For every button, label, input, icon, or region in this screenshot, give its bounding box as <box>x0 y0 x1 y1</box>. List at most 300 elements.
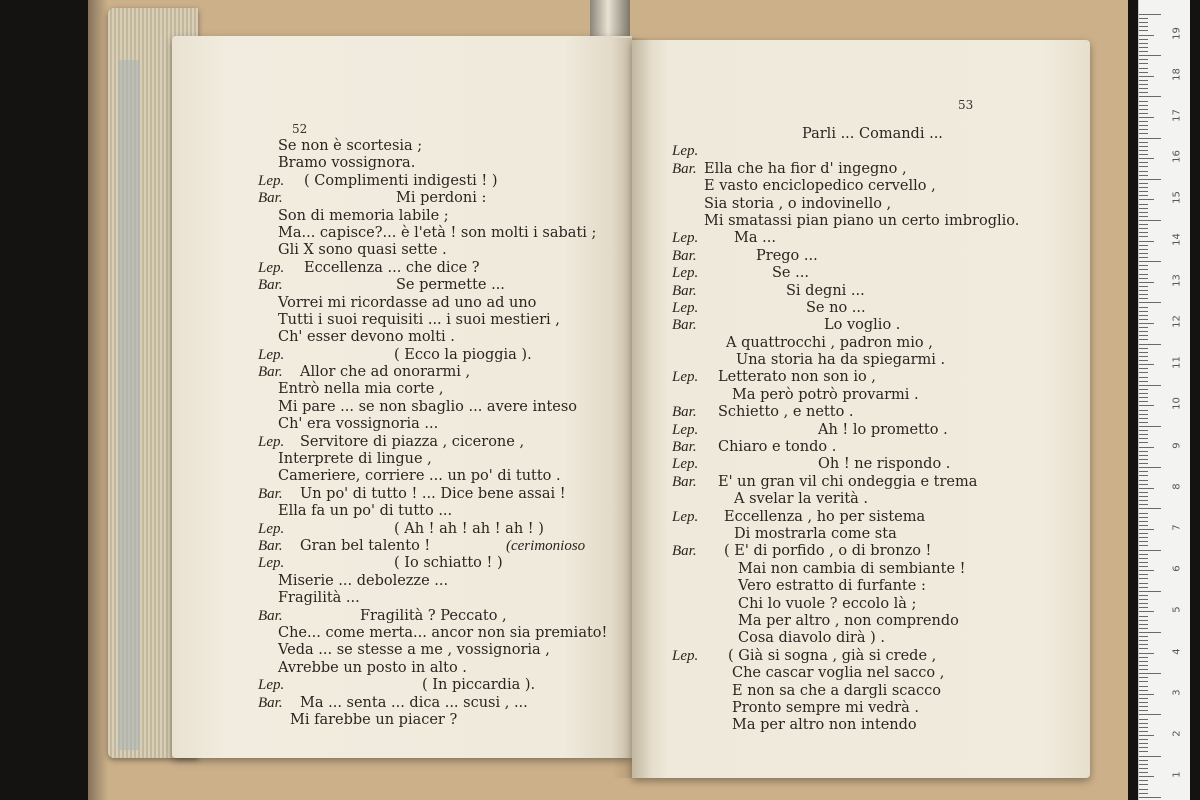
speaker-label: Bar. <box>258 277 283 294</box>
ruler-tick <box>1139 133 1148 134</box>
ruler-tick <box>1139 591 1161 592</box>
ruler-number: 9 <box>1171 441 1183 449</box>
ruler-tick <box>1139 525 1148 526</box>
speaker-label: Lep. <box>672 508 699 525</box>
ruler-tick <box>1139 517 1148 518</box>
speaker-label: Bar. <box>672 404 697 421</box>
ruler-tick <box>1139 30 1148 31</box>
book-gutter <box>612 38 652 778</box>
speaker-label: Lep. <box>672 299 699 316</box>
ruler-tick <box>1139 261 1161 262</box>
ruler-tick <box>1139 187 1148 188</box>
ruler-tick <box>1139 780 1148 781</box>
ruler-tick <box>1139 80 1148 81</box>
ruler-tick <box>1139 475 1148 476</box>
speaker-label: Lep. <box>258 259 285 276</box>
ruler-tick <box>1139 269 1148 270</box>
speaker-label: Bar. <box>672 543 697 560</box>
ruler-tick <box>1139 307 1148 308</box>
ruler-tick <box>1139 751 1148 752</box>
backdrop-shadow <box>88 0 108 800</box>
verse-text: ( E' di porfido , o di bronzo ! <box>724 543 932 560</box>
ruler-tick <box>1139 282 1154 283</box>
ruler-number: 15 <box>1171 191 1183 205</box>
ruler-tick <box>1139 467 1161 468</box>
ruler-tick <box>1139 175 1148 176</box>
text-line <box>632 404 1090 421</box>
ruler-tick <box>1139 26 1148 27</box>
ruler-tick <box>1139 587 1148 588</box>
ruler-tick <box>1139 121 1148 122</box>
ruler-number: 18 <box>1171 67 1183 81</box>
ruler-tick <box>1139 508 1161 509</box>
ruler-tick <box>1139 253 1148 254</box>
ruler-tick <box>1139 727 1148 728</box>
ruler-number: 8 <box>1171 483 1183 490</box>
ruler-tick <box>1139 496 1148 497</box>
ruler-tick <box>1139 18 1148 19</box>
ruler-tick <box>1139 323 1154 324</box>
verse-text: Ah ! lo prometto . <box>818 421 948 438</box>
ruler-tick <box>1139 595 1148 596</box>
ruler-tick <box>1139 731 1148 732</box>
text-line <box>632 578 1090 595</box>
ruler-tick <box>1139 220 1161 221</box>
text-line <box>172 416 632 433</box>
ruler-tick <box>1139 698 1148 699</box>
text-line <box>632 317 1090 334</box>
ruler-tick <box>1139 278 1148 279</box>
ruler-tick <box>1139 142 1148 143</box>
text-line <box>632 369 1090 386</box>
text-line <box>632 561 1090 578</box>
ruler-tick <box>1139 665 1148 666</box>
ruler-tick <box>1139 504 1148 505</box>
ruler-tick <box>1139 76 1154 77</box>
ruler-tick <box>1139 397 1148 398</box>
ruler-tick <box>1139 529 1154 530</box>
ruler-tick <box>1139 521 1148 522</box>
verse-text: Letterato non son io , <box>718 369 876 386</box>
verse-text: Eccellenza , ho per sistema <box>724 508 926 525</box>
ruler-tick <box>1139 319 1148 320</box>
ruler-tick <box>1139 385 1161 386</box>
text-line <box>632 387 1090 404</box>
verse-text: Cosa diavolo dirà ) . <box>738 630 885 647</box>
ruler-tick <box>1139 290 1148 291</box>
ruler-tick <box>1139 105 1148 106</box>
speaker-label: Lep. <box>672 230 699 247</box>
ruler-tick <box>1139 166 1148 167</box>
verse-text: Parli ... Comandi ... <box>802 126 943 142</box>
ruler-number: 3 <box>1171 689 1183 696</box>
ruler-number: 11 <box>1171 356 1183 370</box>
verse-text: Mi perdoni : <box>396 190 487 207</box>
ruler-number: 7 <box>1171 524 1183 531</box>
text-line <box>172 608 632 625</box>
speaker-label: Lep. <box>672 647 699 664</box>
ruler-tick <box>1139 784 1148 785</box>
verse-text: Ch' esser devono molti . <box>278 329 455 346</box>
text-line <box>632 648 1090 665</box>
verse-text: ( Complimenti indigesti ! ) <box>304 172 498 189</box>
ruler-tick <box>1139 158 1154 159</box>
ruler-tick <box>1139 768 1148 769</box>
ruler-tick <box>1139 212 1148 213</box>
text-line <box>172 242 632 259</box>
ruler-tick <box>1139 611 1154 612</box>
ruler-tick <box>1139 146 1148 147</box>
ruler-tick <box>1139 739 1148 740</box>
text-line <box>172 260 632 277</box>
ruler-tick <box>1139 55 1161 56</box>
verse-text: Miserie ... debolezze ... <box>278 572 449 589</box>
verse-text: Mi smatassi pian piano un certo imbroglio. <box>704 212 1020 229</box>
measuring-ruler <box>1138 0 1190 800</box>
ruler-tick <box>1139 84 1148 85</box>
ruler-tick <box>1139 43 1148 44</box>
ruler-tick <box>1139 286 1148 287</box>
ruler-number: 14 <box>1171 232 1183 246</box>
text-line <box>632 300 1090 317</box>
text-line <box>172 190 632 207</box>
ruler-tick <box>1139 669 1148 670</box>
verse-text: ( Ah ! ah ! ah ! ah ! ) <box>394 520 544 537</box>
ruler-tick <box>1139 661 1148 662</box>
text-line <box>172 677 632 694</box>
ruler-tick <box>1139 537 1148 538</box>
text-line <box>632 543 1090 560</box>
verse-text: Un po' di tutto ! ... Dice bene assai ! <box>300 485 566 502</box>
ruler-tick <box>1139 550 1161 551</box>
ruler-tick <box>1139 640 1148 641</box>
ruler-tick <box>1139 245 1148 246</box>
verse-text: Veda ... se stesse a me , vossignoria , <box>278 642 550 659</box>
speaker-label: Bar. <box>672 439 697 456</box>
text-line <box>172 625 632 642</box>
verse-text: Cameriere, corriere ... un po' di tutto . <box>278 468 561 485</box>
ruler-tick <box>1139 422 1148 423</box>
ruler-tick <box>1139 294 1148 295</box>
text-line <box>172 538 632 555</box>
ruler-tick <box>1139 171 1148 172</box>
verse-text: Ma per altro , non comprendo <box>738 612 959 629</box>
speaker-label: Bar. <box>258 607 283 624</box>
ruler-number: 12 <box>1171 315 1183 328</box>
ruler-tick <box>1139 554 1148 555</box>
verse-text: Che cascar voglia nel sacco , <box>732 665 945 682</box>
ruler-tick <box>1139 772 1148 773</box>
ruler-tick <box>1139 125 1148 126</box>
ruler-tick <box>1139 574 1148 575</box>
text-line <box>172 486 632 503</box>
speaker-label: Lep. <box>672 143 699 160</box>
speaker-label: Bar. <box>258 694 283 711</box>
text-line <box>632 456 1090 473</box>
ruler-tick <box>1139 760 1148 761</box>
ruler-tick <box>1139 743 1148 744</box>
ruler-tick <box>1139 356 1148 357</box>
ruler-number: 16 <box>1171 150 1183 164</box>
ruler-tick <box>1139 68 1148 69</box>
ruler-tick <box>1139 393 1148 394</box>
text-line <box>632 422 1090 439</box>
ruler-tick <box>1139 710 1148 711</box>
ruler-tick <box>1139 216 1148 217</box>
ruler-tick <box>1139 418 1148 419</box>
verse-text: Se no ... <box>806 299 866 316</box>
verse-text: Vero estratto di furfante : <box>738 578 926 595</box>
text-line <box>632 178 1090 195</box>
ruler-number: 5 <box>1171 606 1183 614</box>
ruler-tick <box>1139 492 1148 493</box>
ruler-tick <box>1139 764 1148 765</box>
ruler-tick <box>1139 199 1154 200</box>
ruler-tick <box>1139 339 1148 340</box>
text-line <box>172 381 632 398</box>
right-page-number: 53 <box>958 98 974 112</box>
ruler-tick <box>1139 566 1148 567</box>
ruler-tick <box>1139 51 1148 52</box>
verse-text: ( Già si sogna , già si crede , <box>728 647 937 664</box>
verse-text: Mi pare ... se non sbaglio ... avere inteso <box>278 398 578 415</box>
verse-text: Fragilità ... <box>278 590 360 607</box>
ruler-tick <box>1139 335 1148 336</box>
ruler-tick <box>1139 480 1148 481</box>
ruler-tick <box>1139 558 1148 559</box>
verse-text: Che... come merta... ancor non sia premiato! <box>278 624 608 641</box>
verse-text: Ma ... senta ... dica ... scusi , ... <box>300 694 528 711</box>
text-line <box>632 630 1090 647</box>
ruler-tick <box>1139 372 1148 373</box>
ruler-tick <box>1139 616 1148 617</box>
ruler-number: 4 <box>1171 647 1183 655</box>
speaker-label: Bar. <box>672 247 697 264</box>
ruler-tick <box>1139 653 1154 654</box>
speaker-label: Lep. <box>258 346 285 363</box>
speaker-label: Lep. <box>672 456 699 473</box>
text-line <box>632 265 1090 282</box>
text-line <box>632 509 1090 526</box>
ruler-tick <box>1139 545 1148 546</box>
verse-text: Interprete di lingue , <box>278 451 432 468</box>
verse-text: Vorrei mi ricordasse ad uno ad uno <box>278 294 537 311</box>
text-line <box>172 399 632 416</box>
verse-text: Ma però potrò provarmi . <box>732 386 919 403</box>
verse-text: Eccellenza ... che dice ? <box>304 259 480 276</box>
verse-text: E non sa che a dargli scacco <box>732 682 942 699</box>
ruler-tick <box>1139 562 1148 563</box>
speaker-label: Bar. <box>258 190 283 207</box>
text-line <box>172 521 632 538</box>
text-line <box>632 613 1090 630</box>
ruler-tick <box>1139 183 1148 184</box>
ruler-tick <box>1139 578 1148 579</box>
text-line <box>172 208 632 225</box>
ruler-tick <box>1139 632 1161 633</box>
ruler-tick <box>1139 257 1148 258</box>
text-line <box>632 491 1090 508</box>
verse-text: Gli X sono quasi sette . <box>278 242 447 259</box>
speaker-label: Lep. <box>258 520 285 537</box>
text-line <box>632 717 1090 734</box>
text-line <box>172 590 632 607</box>
text-line <box>172 277 632 294</box>
ruler-tick <box>1139 360 1148 361</box>
ruler-tick <box>1139 434 1148 435</box>
text-line <box>172 329 632 346</box>
speaker-label: Bar. <box>672 160 697 177</box>
ruler-tick <box>1139 35 1154 36</box>
ruler-number: 6 <box>1171 565 1183 572</box>
text-line <box>632 665 1090 682</box>
speaker-label: Bar. <box>258 537 283 554</box>
ruler-tick <box>1139 113 1148 114</box>
ruler-tick <box>1139 265 1148 266</box>
verse-text: Ma per altro non intendo <box>732 717 917 734</box>
ruler-tick <box>1139 500 1148 501</box>
ruler-tick <box>1139 327 1148 328</box>
ruler-tick <box>1139 747 1148 748</box>
ruler-tick <box>1139 22 1148 23</box>
ruler-tick <box>1139 735 1154 736</box>
verse-text: Lo voglio . <box>824 317 901 334</box>
right-page-text <box>632 126 1090 735</box>
ruler-tick <box>1139 129 1148 130</box>
verse-text: E vasto enciclopedico cervello , <box>704 178 936 195</box>
verse-text: Una storia ha da spiegarmi . <box>736 352 946 369</box>
text-line <box>172 138 632 155</box>
ruler-tick <box>1139 706 1148 707</box>
verse-text: Pronto sempre mi vedrà . <box>732 699 919 716</box>
ruler-tick <box>1139 59 1148 60</box>
verse-text: Gran bel talento ! <box>300 537 431 554</box>
speaker-label: Bar. <box>672 317 697 334</box>
ruler-tick <box>1139 430 1148 431</box>
text-line <box>172 173 632 190</box>
ruler-tick <box>1139 274 1148 275</box>
text-line <box>172 573 632 590</box>
ruler-tick <box>1139 451 1148 452</box>
text-line <box>172 155 632 172</box>
text-line <box>632 283 1090 300</box>
verse-text: Ch' era vossignoria ... <box>278 416 439 433</box>
verse-text: Sia storia , o indovinello , <box>704 195 892 212</box>
ruler-tick <box>1139 368 1148 369</box>
text-line <box>172 312 632 329</box>
ruler-tick <box>1139 673 1161 674</box>
ruler-tick <box>1139 315 1148 316</box>
ruler-tick <box>1139 541 1148 542</box>
ruler-tick <box>1139 447 1154 448</box>
verse-text: Allor che ad onorarmi , <box>300 364 471 381</box>
ruler-tick <box>1139 793 1148 794</box>
text-line <box>632 248 1090 265</box>
ruler-tick <box>1139 776 1154 777</box>
ruler-tick <box>1139 484 1148 485</box>
text-line <box>172 295 632 312</box>
ruler-tick <box>1139 681 1148 682</box>
ruler-tick <box>1139 241 1154 242</box>
speaker-label: Lep. <box>672 265 699 282</box>
ruler-tick <box>1139 603 1148 604</box>
ruler-tick <box>1139 694 1154 695</box>
verse-text: Chiaro e tondo . <box>718 439 837 456</box>
text-line <box>632 335 1090 352</box>
text-line <box>172 660 632 677</box>
ruler-tick <box>1139 72 1148 73</box>
speaker-label: Lep. <box>672 369 699 386</box>
text-line <box>172 434 632 451</box>
ruler-tick <box>1139 636 1148 637</box>
ruler-tick <box>1139 344 1161 345</box>
ruler-tick <box>1139 249 1148 250</box>
ruler-tick <box>1139 191 1148 192</box>
text-line <box>632 526 1090 543</box>
text-line <box>632 196 1090 213</box>
ruler-tick <box>1139 47 1148 48</box>
ruler-tick <box>1139 204 1148 205</box>
speaker-label: Lep. <box>672 421 699 438</box>
verse-text: E' un gran vil chi ondeggia e trema <box>718 473 978 490</box>
verse-text: Oh ! ne rispondo . <box>818 456 951 473</box>
ruler-tick <box>1139 570 1154 571</box>
ruler-tick <box>1139 331 1148 332</box>
ruler-tick <box>1139 599 1148 600</box>
ruler-tick <box>1139 92 1148 93</box>
ruler-tick <box>1139 179 1161 180</box>
left-page-text <box>172 138 632 729</box>
ruler-tick <box>1139 88 1148 89</box>
text-line <box>632 213 1090 230</box>
ruler-number: 10 <box>1171 397 1183 411</box>
ruler-tick <box>1139 414 1148 415</box>
ruler-tick <box>1139 298 1148 299</box>
ruler-tick <box>1139 228 1148 229</box>
ruler-tick <box>1139 702 1148 703</box>
text-line <box>172 642 632 659</box>
text-line <box>632 596 1090 613</box>
speaker-label: Lep. <box>258 555 285 572</box>
text-line <box>172 712 632 729</box>
verse-text: ( Io schiatto ! ) <box>394 555 503 572</box>
ruler-tick <box>1139 364 1154 365</box>
ruler-tick <box>1139 620 1148 621</box>
right-page <box>632 40 1090 778</box>
ruler-tick <box>1139 513 1148 514</box>
ruler-number: 1 <box>1171 771 1183 778</box>
speaker-label: Lep. <box>258 172 285 189</box>
ruler-tick <box>1139 401 1148 402</box>
ruler-tick <box>1139 426 1161 427</box>
text-line <box>172 364 632 381</box>
ruler-tick <box>1139 117 1154 118</box>
ruler-tick <box>1139 463 1148 464</box>
ruler-tick <box>1139 756 1161 757</box>
verse-text: Son di memoria labile ; <box>278 207 449 224</box>
stage-direction: (cerimonioso <box>506 537 586 554</box>
ruler-tick <box>1139 377 1148 378</box>
speaker-label: Lep. <box>258 677 285 694</box>
verse-text: Mai non cambia di sembiante ! <box>738 560 966 577</box>
verse-text: Schietto , e netto . <box>718 404 854 421</box>
speaker-label: Bar. <box>258 485 283 502</box>
ruler-number: 13 <box>1171 273 1183 287</box>
text-line <box>632 700 1090 717</box>
ruler-tick <box>1139 648 1148 649</box>
verse-text: Ella fa un po' di tutto ... <box>278 503 453 520</box>
ruler-tick <box>1139 459 1148 460</box>
